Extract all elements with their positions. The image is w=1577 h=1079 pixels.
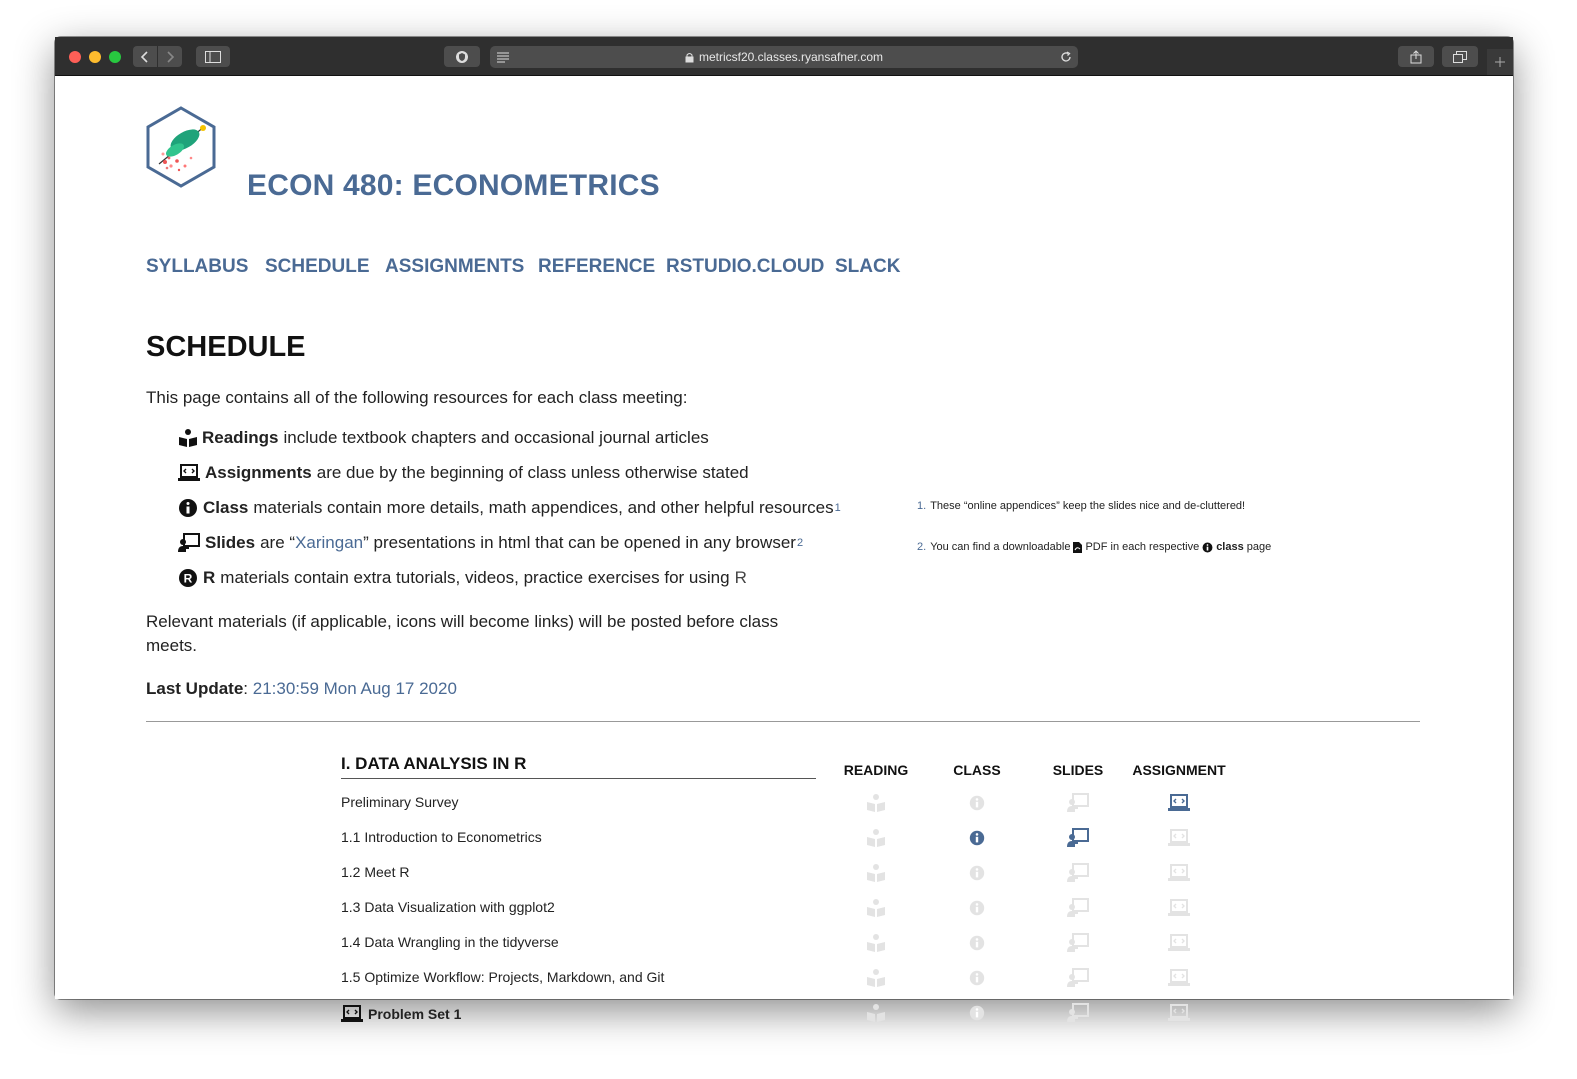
footnote-2 [917,541,1271,553]
r-circle-icon [178,568,198,588]
class-info-circle-icon [966,967,988,989]
resource-item-class [178,498,841,518]
class-info-circle-icon [966,862,988,884]
class-info-circle-icon [966,897,988,919]
class-info-circle-icon[interactable] [966,827,988,849]
info-circle-icon [178,498,198,518]
schedule-row-text: 1.3 Data Visualization with ggplot2 [341,899,555,915]
slides-label: Slides [205,533,256,552]
page-title: SCHEDULE [146,331,306,363]
footnote-2-number: 2. [917,541,927,553]
assignment-laptop-code-icon[interactable] [1168,792,1190,814]
file-pdf-icon [1073,542,1082,553]
laptop-code-icon [341,1004,363,1024]
footnote-1-number: 1. [917,500,927,512]
slides-chalkboard-teacher-icon [1067,932,1089,954]
nav-slack[interactable]: SLACK [835,256,901,277]
last-update-value: 21:30:59 Mon Aug 17 2020 [252,679,457,698]
column-header-slides: SLIDES [1052,762,1104,778]
slides-chalkboard-teacher-icon [1067,967,1089,989]
browser-window [55,37,1513,1022]
footnote-1 [917,500,1245,512]
footnote-2-text-d: page [1246,541,1272,553]
assignment-laptop-code-icon [1168,967,1190,989]
xaringan-link[interactable]: Xaringan [295,533,364,552]
chevron-right-icon [165,51,175,63]
assignment-laptop-code-icon [1168,862,1190,884]
class-info-circle-icon [966,792,988,814]
nav-reference[interactable]: REFERENCE [538,256,656,277]
column-header-class: CLASS [953,762,1001,778]
forward-button[interactable] [158,46,182,67]
schedule-row-text: 1.4 Data Wrangling in the tidyverse [341,934,559,950]
sidebar-toggle-button[interactable] [196,46,230,67]
readings-text: include textbook chapters and occasional journal articles [283,428,709,447]
divider [146,721,1420,722]
last-update: Last Update: 21:30:59 Mon Aug 17 2020 [146,679,457,698]
slides-text-after: ” presentations in html that can be opened in any browser [363,533,796,552]
tabs-icon [1453,51,1467,63]
footnote-2-text-b: PDF in each respective [1085,541,1200,553]
share-button[interactable] [1398,46,1434,67]
reading-book-reader-icon [865,827,887,849]
site-logo[interactable] [145,106,217,188]
reload-icon[interactable] [1060,51,1072,63]
class-info-circle-icon [966,1002,988,1024]
class-label: Class [203,498,249,517]
footnote-1-text: These “online appendices” keep the slides nice and de-cluttered! [930,500,1246,512]
reading-book-reader-icon [865,1002,887,1024]
nav-schedule[interactable]: SCHEDULE [265,256,370,277]
column-header-assignment: ASSIGNMENT [1132,762,1226,778]
slides-chalkboard-teacher-icon [1067,897,1089,919]
r-label: R [203,568,216,587]
site-title[interactable]: ECON 480: ECONOMETRICS [247,169,660,202]
tabs-overview-button[interactable] [1442,46,1478,67]
schedule-row-text: 1.5 Optimize Workflow: Projects, Markdown, and Git [341,969,665,985]
schedule-row-label [341,899,555,915]
plus-icon [1494,56,1506,68]
chevron-left-icon [140,51,150,63]
footnote-2-text-c: class [1216,541,1244,553]
slides-chalkboard-teacher-icon [1067,792,1089,814]
resource-item-readings [178,428,709,448]
r-tail-text: R [734,568,747,587]
sidebar-icon [205,51,221,63]
url-text: metricsf20.classes.ryansafner.com [698,50,884,64]
class-text: materials contain more details, math appendices, and other helpful resources [253,498,834,517]
slides-chalkboard-teacher-icon [1067,1002,1089,1024]
lock-icon [685,52,694,63]
r-text: materials contain extra tutorials, videos, practice exercises for using [220,568,730,587]
privacy-shield-button[interactable] [444,46,480,67]
nav-syllabus[interactable]: SYLLABUS [146,256,249,277]
section-rule [341,778,816,779]
slides-chalkboard-teacher-icon [1067,862,1089,884]
new-tab-button[interactable] [1487,49,1513,75]
chalkboard-teacher-icon [178,533,200,553]
resource-item-r [178,568,747,588]
reading-book-reader-icon [865,897,887,919]
resource-item-slides [178,533,803,553]
slides-chalkboard-teacher-icon[interactable] [1067,827,1089,849]
readings-label: Readings [202,428,279,447]
schedule-row-label [341,969,664,985]
share-icon [1410,50,1422,64]
svg-text:R: R [183,571,193,586]
schedule-row-text: 1.2 Meet R [341,864,410,880]
assignment-laptop-code-icon [1168,932,1190,954]
assignment-laptop-code-icon [1168,1002,1190,1024]
reading-book-reader-icon [865,967,887,989]
schedule-row-text: 1.1 Introduction to Econometrics [341,829,542,845]
footnote-ref-1[interactable]: 1 [834,502,841,514]
schedule-row-label [341,864,409,880]
schedule-row-text: Preliminary Survey [341,794,459,810]
zoom-window-button[interactable] [109,51,121,63]
relevant-materials-text: Relevant materials (if applicable, icons will become links) will be posted before class meets. [146,612,779,655]
reading-book-reader-icon [865,792,887,814]
info-circle-icon [1202,542,1213,553]
assignment-laptop-code-icon [1168,897,1190,919]
assignment-laptop-code-icon [1168,827,1190,849]
reading-book-reader-icon [865,932,887,954]
schedule-row-text: Problem Set 1 [368,1006,462,1022]
minimize-window-button[interactable] [89,51,101,63]
assignments-label: Assignments [205,463,312,482]
page-content [55,76,1513,1022]
nav-assignments[interactable]: ASSIGNMENTS [385,256,525,277]
class-info-circle-icon [966,932,988,954]
resource-item-assignments [178,463,749,483]
slides-text-before: are “ [260,533,296,552]
close-window-button[interactable] [69,51,81,63]
footnote-2-text-a: You can find a downloadable [930,541,1071,553]
shield-icon [455,50,469,64]
schedule-row-label [341,794,458,810]
schedule-row-label [341,934,559,950]
nav-rstudio-cloud[interactable]: RSTUDIO.CLOUD [666,256,825,277]
schedule-row-label [341,1004,461,1024]
reading-book-reader-icon [865,862,887,884]
assignments-text: are due by the beginning of class unless otherwise stated [316,463,749,482]
column-header-reading: READING [843,762,909,778]
reader-view-icon [495,51,515,63]
footnote-ref-2[interactable]: 2 [796,537,804,549]
back-button[interactable] [133,46,157,67]
schedule-row-label [341,829,542,845]
address-bar[interactable] [490,46,1078,68]
intro-text: This page contains all of the following resources for each class meeting: [146,388,688,407]
last-update-label: Last Update [146,679,244,698]
book-reader-icon [178,428,198,448]
browser-toolbar [55,37,1513,76]
laptop-code-icon [178,463,200,483]
section-title: I. DATA ANALYSIS IN R [341,754,527,773]
